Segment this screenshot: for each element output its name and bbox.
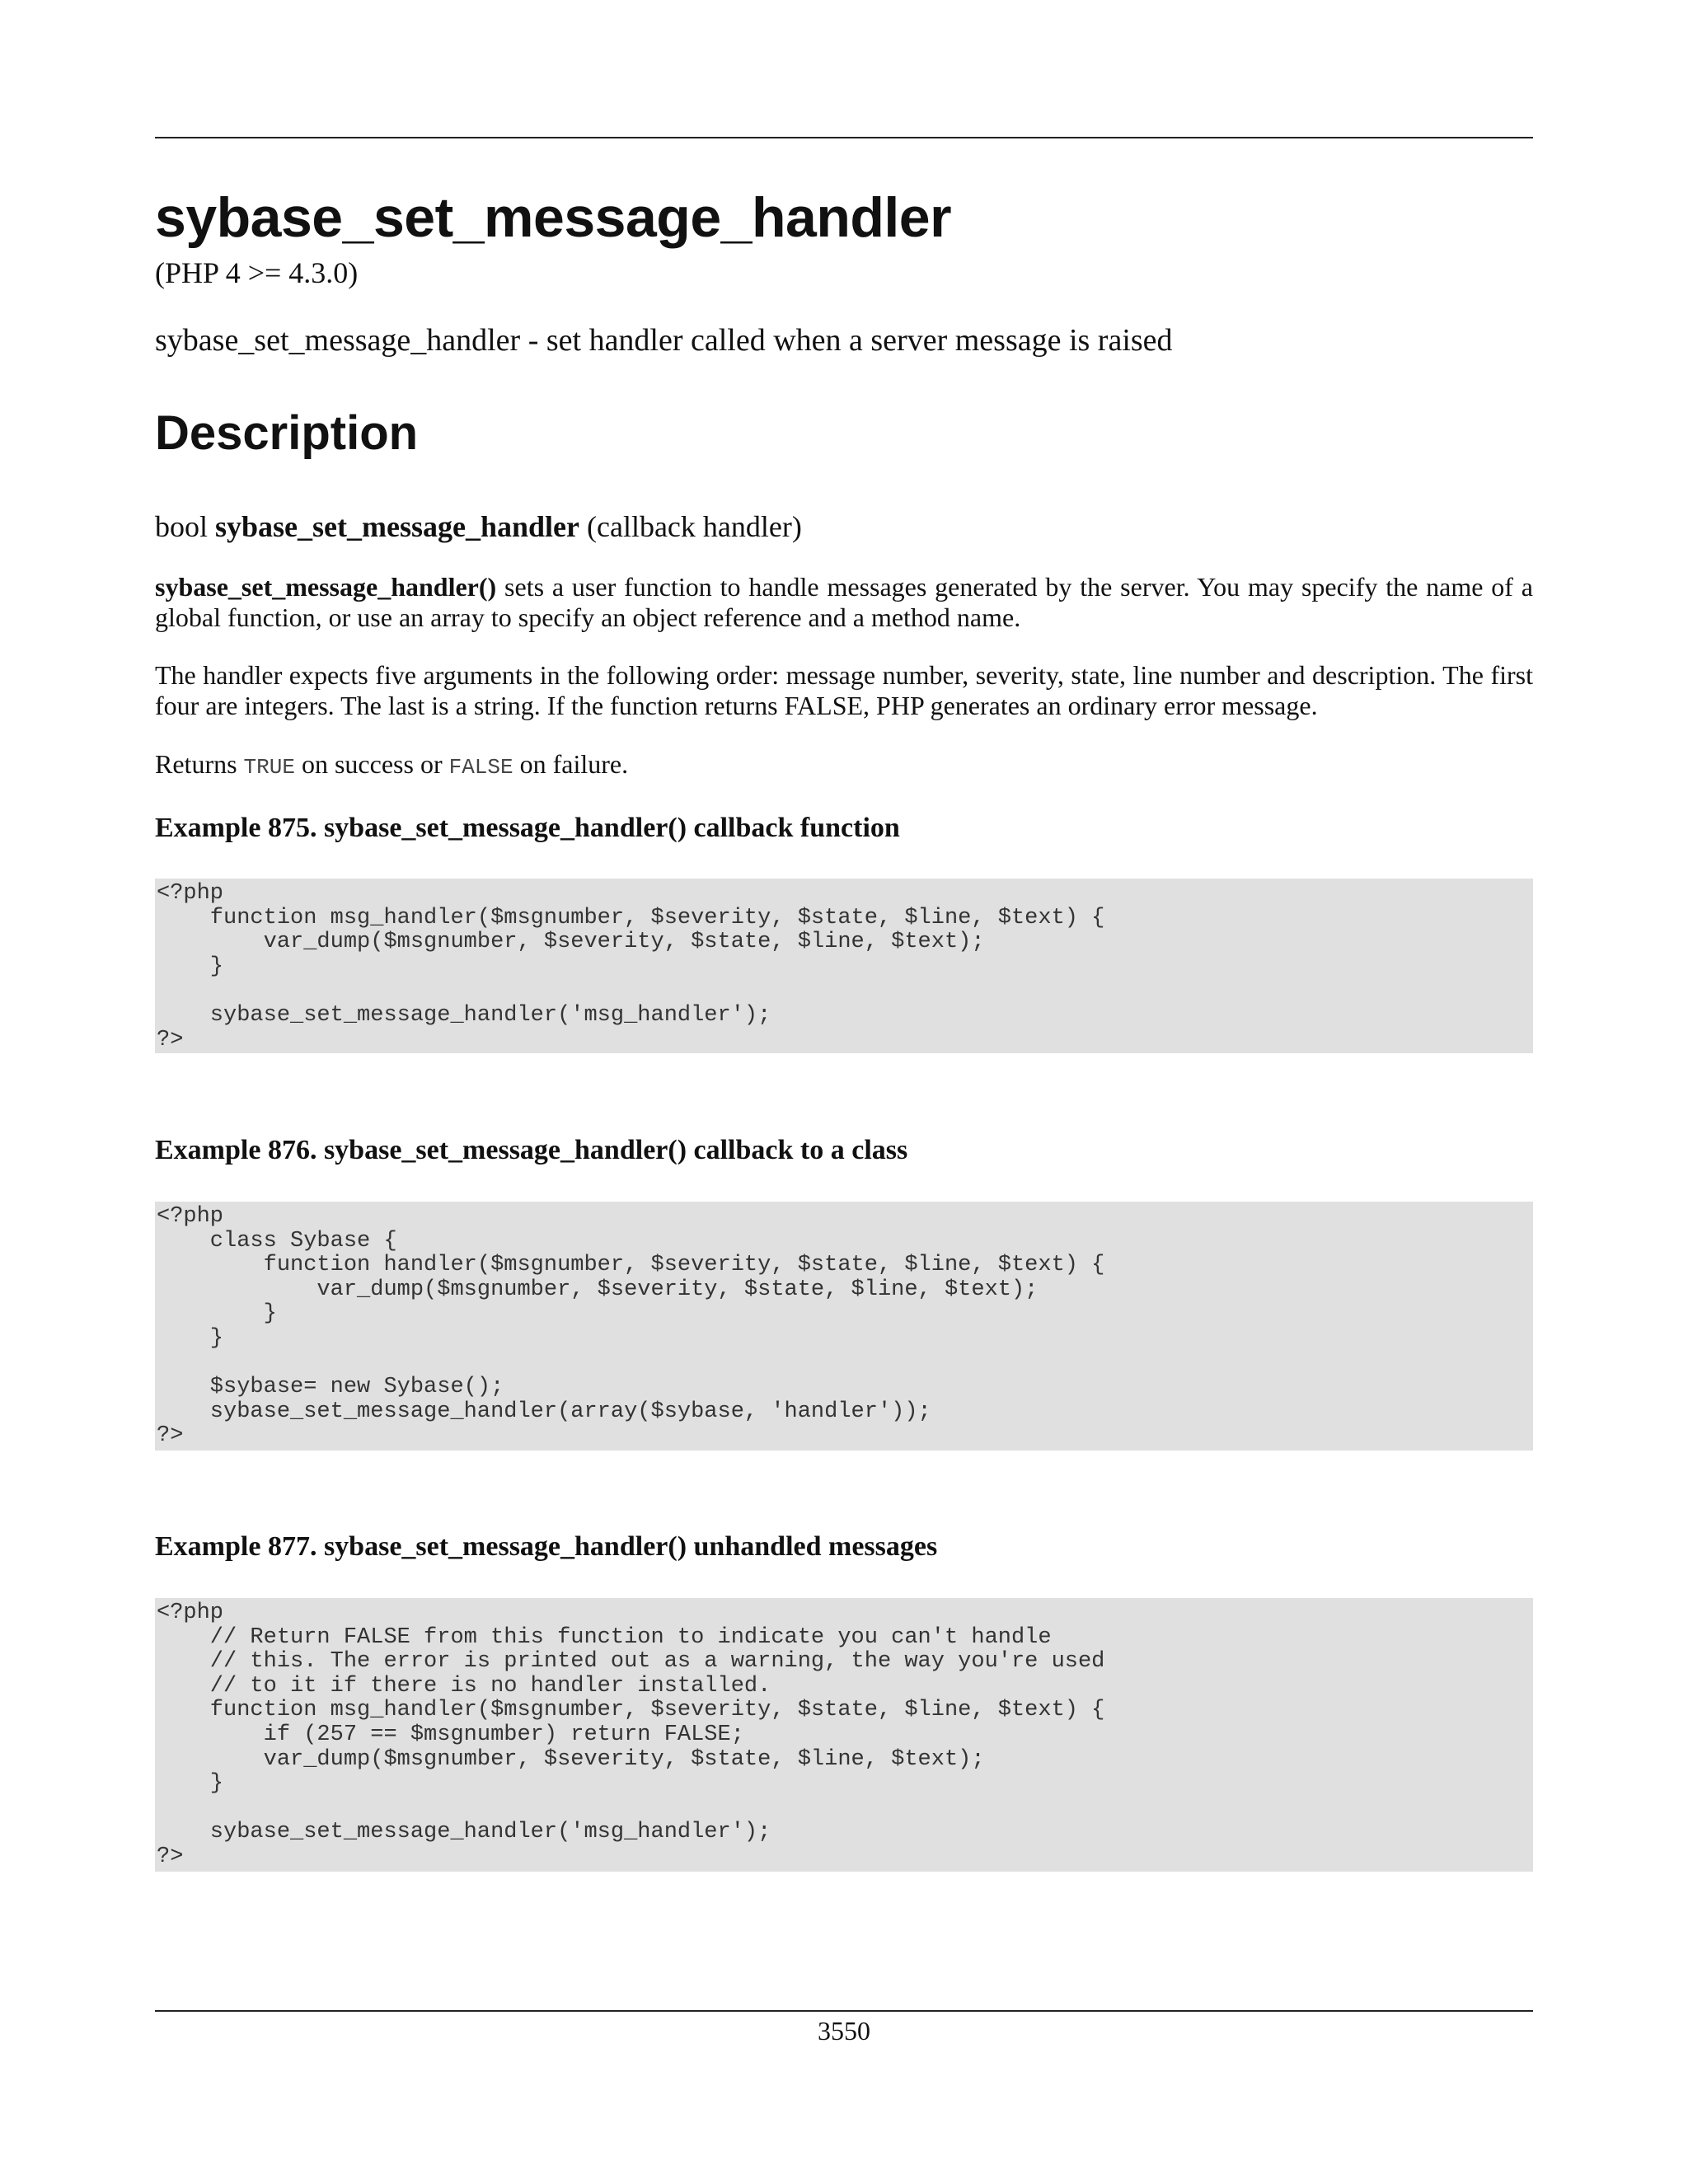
returns-middle: on success or [294, 749, 449, 779]
description-heading: Description [155, 406, 419, 460]
paragraph-1-text: sets a user function to handle messages generated by the server. You may specify the name of a global function, or use an array to specify an object reference and a method name. [155, 572, 1533, 632]
example-877-title: Example 877. sybase_set_message_handler() unhandled messages [155, 1531, 938, 1562]
header-rule [155, 137, 1533, 138]
example-875-code: <?php function msg_handler($msgnumber, $severity, $state, $line, $text) { var_dump($msgnumber, $severity, $state, $line, $text); } sybase_set_message_handler('msg_handler'); ?> [155, 879, 1533, 1053]
returns-suffix: on failure. [513, 749, 629, 779]
description-paragraph-2: The handler expects five arguments in the following order: message number, severity, state, line number and description. The first four are integers. The last is a string. If the function returns FALSE, PHP generates an ordinary error message. [155, 660, 1533, 720]
manual-page [155, 0, 1533, 2184]
version-info: (PHP 4 >= 4.3.0) [155, 256, 359, 289]
footer-rule [155, 2010, 1533, 2012]
function-synopsis [155, 509, 802, 545]
synopsis-return-type: bool [155, 510, 209, 543]
returns-paragraph [155, 749, 1533, 783]
true-literal: TRUE [243, 755, 295, 780]
function-reference: sybase_set_message_handler() [155, 572, 497, 602]
example-875-title: Example 875. sybase_set_message_handler() callback function [155, 813, 900, 843]
synopsis-function-name: sybase_set_message_handler [215, 510, 579, 543]
synopsis-params: (callback handler) [587, 510, 802, 543]
example-876-title: Example 876. sybase_set_message_handler() callback to a class [155, 1135, 908, 1165]
page-number: 3550 [818, 2016, 870, 2046]
page-title: sybase_set_message_handler [155, 186, 952, 249]
returns-prefix: Returns [155, 749, 244, 779]
example-877-code: <?php // Return FALSE from this function to indicate you can't handle // this. The error is printed out as a warning, the way you're used // to it if there is no handler installed. function msg_handler($msgnumber, $severity, $state, $line, $text) { if (257 == $msgnumber) return FALSE; var_dump($msgnumber, $severity, $state, $line, $text); } sybase_set_message_handler('msg_handler'); ?> [155, 1598, 1533, 1872]
example-876-code: <?php class Sybase { function handler($msgnumber, $severity, $state, $line, $text) { var_dump($msgnumber, $severity, $state, $line, $text); } } $sybase= new Sybase(); sybase_set_message_handler(array($sybase, 'handler')); ?> [155, 1202, 1533, 1451]
false-literal: FALSE [448, 755, 513, 780]
refname-purpose: sybase_set_message_handler - set handler called when a server message is raised [155, 323, 1173, 358]
description-paragraph-1 [155, 572, 1533, 633]
